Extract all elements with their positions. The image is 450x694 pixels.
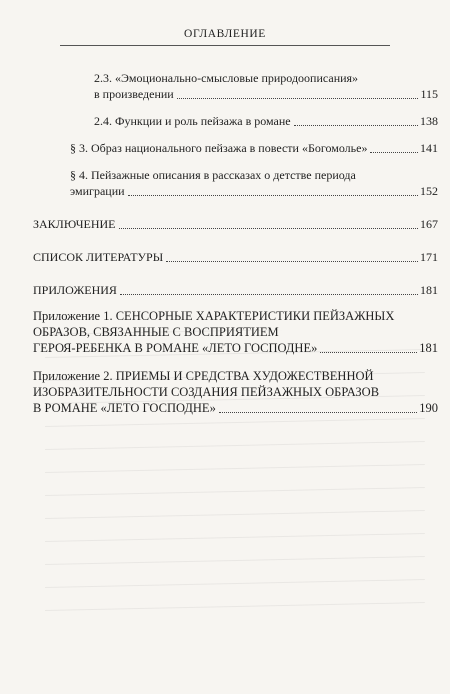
dot-leader bbox=[120, 294, 418, 295]
toc-entry-text: Приложение 1. СЕНСОРНЫЕ ХАРАКТЕРИСТИКИ ПЕЙЗАЖНЫХ bbox=[33, 309, 395, 323]
toc-entry-text: 2.3. «Эмоционально-смысловые природоописания» bbox=[94, 71, 359, 85]
toc-entry-text: § 3. Образ национального пейзажа в повести «Богомолье» bbox=[70, 141, 368, 155]
toc-entry-section-4[interactable] bbox=[70, 167, 438, 199]
toc-entry-text-cont: В РОМАНЕ «ЛЕТО ГОСПОДНЕ» bbox=[33, 401, 216, 415]
dot-leader bbox=[166, 261, 418, 262]
bleed-through-texture bbox=[45, 330, 425, 630]
toc-entry-conclusion[interactable] bbox=[33, 216, 438, 232]
toc-entry-text: Приложение 2. ПРИЕМЫ И СРЕДСТВА ХУДОЖЕСТВЕННОЙ bbox=[33, 369, 374, 383]
toc-entry-text: 2.4. Функции и роль пейзажа в романе bbox=[94, 114, 291, 128]
toc-entry-text: ЗАКЛЮЧЕНИЕ bbox=[33, 217, 116, 231]
toc-entry-appendices[interactable] bbox=[33, 282, 438, 298]
page-number: 138 bbox=[420, 114, 438, 128]
toc-entry-text: § 4. Пейзажные описания в рассказах о детстве периода bbox=[70, 168, 356, 182]
toc-entry-text: СПИСОК ЛИТЕРАТУРЫ bbox=[33, 250, 164, 264]
dot-leader bbox=[119, 228, 419, 229]
toc-entry-text-cont: ИЗОБРАЗИТЕЛЬНОСТИ СОЗДАНИЯ ПЕЙЗАЖНЫХ ОБРАЗОВ bbox=[33, 385, 380, 399]
toc-entry-section-3[interactable] bbox=[70, 140, 438, 156]
toc-entry-text-cont: в произведении bbox=[94, 87, 174, 101]
toc-entry-2-3[interactable] bbox=[94, 70, 438, 102]
toc-entry-text-cont: ГЕРОЯ-РЕБЕНКА В РОМАНЕ «ЛЕТО ГОСПОДНЕ» bbox=[33, 341, 318, 355]
page-title: ОГЛАВЛЕНИЕ bbox=[184, 28, 266, 40]
toc-entry-text-cont: ОБРАЗОВ, СВЯЗАННЫЕ С ВОСПРИЯТИЕМ bbox=[33, 325, 279, 339]
toc-entry-references[interactable] bbox=[33, 249, 438, 265]
toc-entry-2-4[interactable] bbox=[94, 113, 438, 129]
page-number: 171 bbox=[420, 250, 438, 264]
page-number: 141 bbox=[420, 141, 438, 155]
page-number: 181 bbox=[420, 283, 438, 297]
page-number: 115 bbox=[420, 87, 438, 101]
page-number: 152 bbox=[420, 184, 438, 198]
page-number: 181 bbox=[419, 341, 438, 355]
toc-entry-text: ПРИЛОЖЕНИЯ bbox=[33, 283, 117, 297]
header-divider bbox=[60, 45, 390, 46]
toc-entry-text-cont: эмиграции bbox=[70, 184, 125, 198]
dot-leader bbox=[294, 125, 418, 126]
page-number: 190 bbox=[419, 401, 438, 415]
dot-leader bbox=[370, 152, 418, 153]
page-number: 167 bbox=[420, 217, 438, 231]
dot-leader bbox=[128, 195, 418, 196]
dot-leader bbox=[177, 98, 419, 99]
